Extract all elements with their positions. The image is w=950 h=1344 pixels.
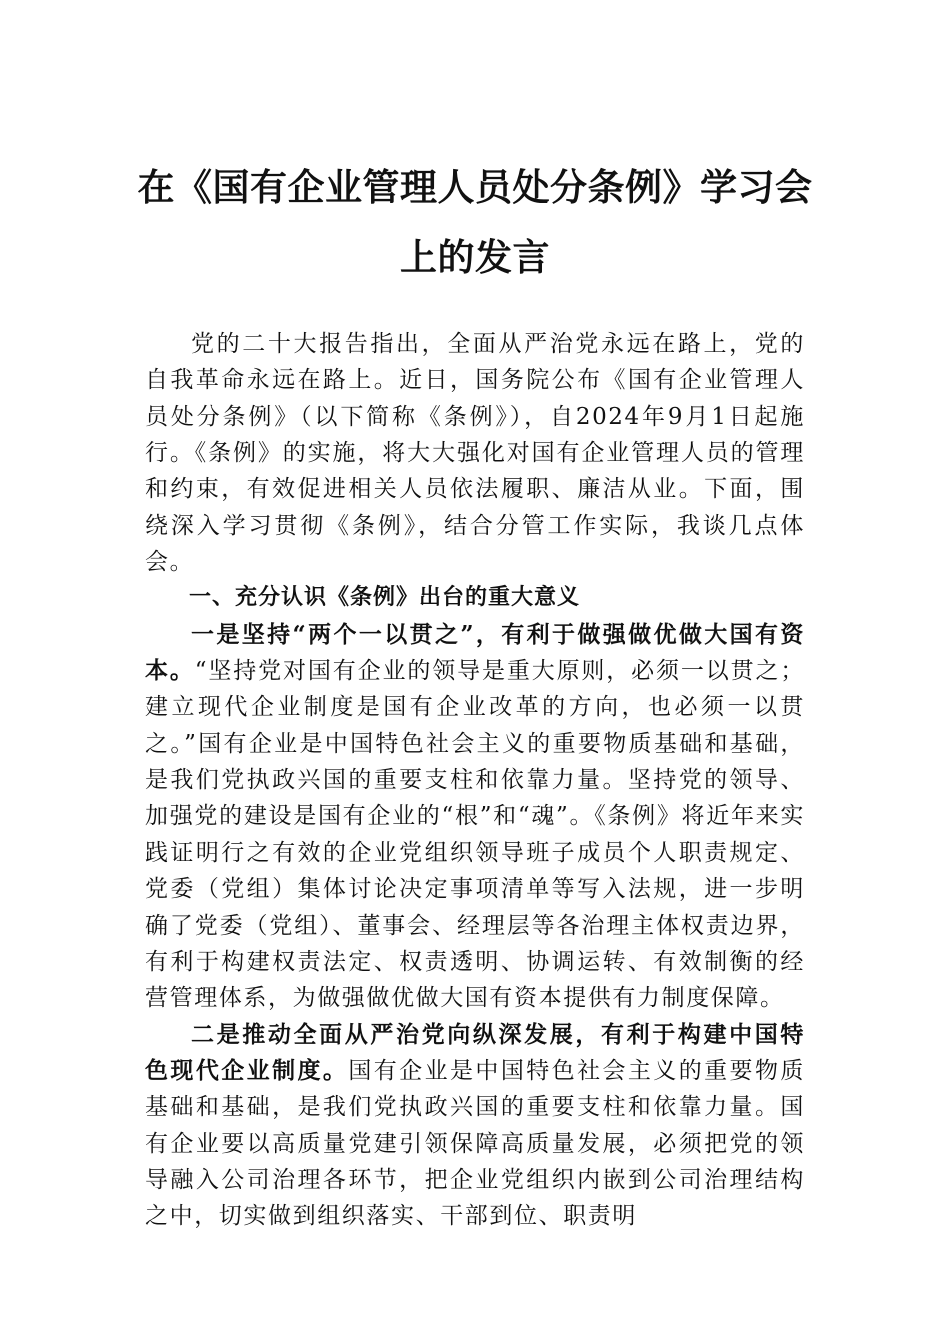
point-2-body: 国有企业是中国特色社会主义的重要物质基础和基础，是我们党执政兴国的重要支柱和依靠力量。国有企业要以高质量党建引领保障高质量发展，必须把党的领导融入公司治理各环节，把企业党组织内嵌到公司治理结构之中，切实做到组织落实、干部到位、职责明 [145, 1057, 805, 1230]
point-paragraph-1 [145, 617, 805, 1017]
document-title [120, 152, 830, 292]
document-body [145, 326, 805, 1235]
section-heading-1: 一、充分认识《条例》出台的重大意义 [189, 585, 581, 611]
point-1-lead: 一是坚持“两个一以贯之”，有利于做强做优做大国有资本。 [145, 620, 805, 685]
point-2-lead: 二是推动全面从严治党向纵深发展，有利于构建中国特色现代企业制度。 [145, 1020, 805, 1084]
point-paragraph-2 [145, 1017, 805, 1235]
title-line-2: 上的发言 [400, 235, 550, 279]
title-line-1: 在《国有企业管理人员处分条例》学习会 [137, 165, 813, 209]
intro-paragraph: 党的二十大报告指出，全面从严治党永远在路上，党的自我革命永远在路上。近日，国务院公布《国有企业管理人员处分条例》（以下简称《条例》），自2024年9月1日起施行。《条例》的实施，将大大强化对国有企业管理人员的管理和约束，有效促进相关人员依法履职、廉洁从业。下面，围绕深入学习贯彻《条例》，结合分管工作实际，我谈几点体会。 [145, 331, 805, 576]
point-1-body: “坚持党对国有企业的领导是重大原则，必须一以贯之；建立现代企业制度是国有企业改革的方向，也必须一以贯之。”国有企业是中国特色社会主义的重要物质基础和基础，是我们党执政兴国的重要支柱和依靠力量。坚持党的领导、加强党的建设是国有企业的“根”和“魂”。《条例》将近年来实践证明行之有效的企业党组织领导班子成员个人职责规定、党委（党组）集体讨论决定事项清单等写入法规，进一步明确了党委（党组）、董事会、经理层等各治理主体权责边界，有利于构建权责法定、权责透明、协调运转、有效制衡的经营管理体系，为做强做优做大国有资本提供有力制度保障。 [145, 658, 805, 1012]
